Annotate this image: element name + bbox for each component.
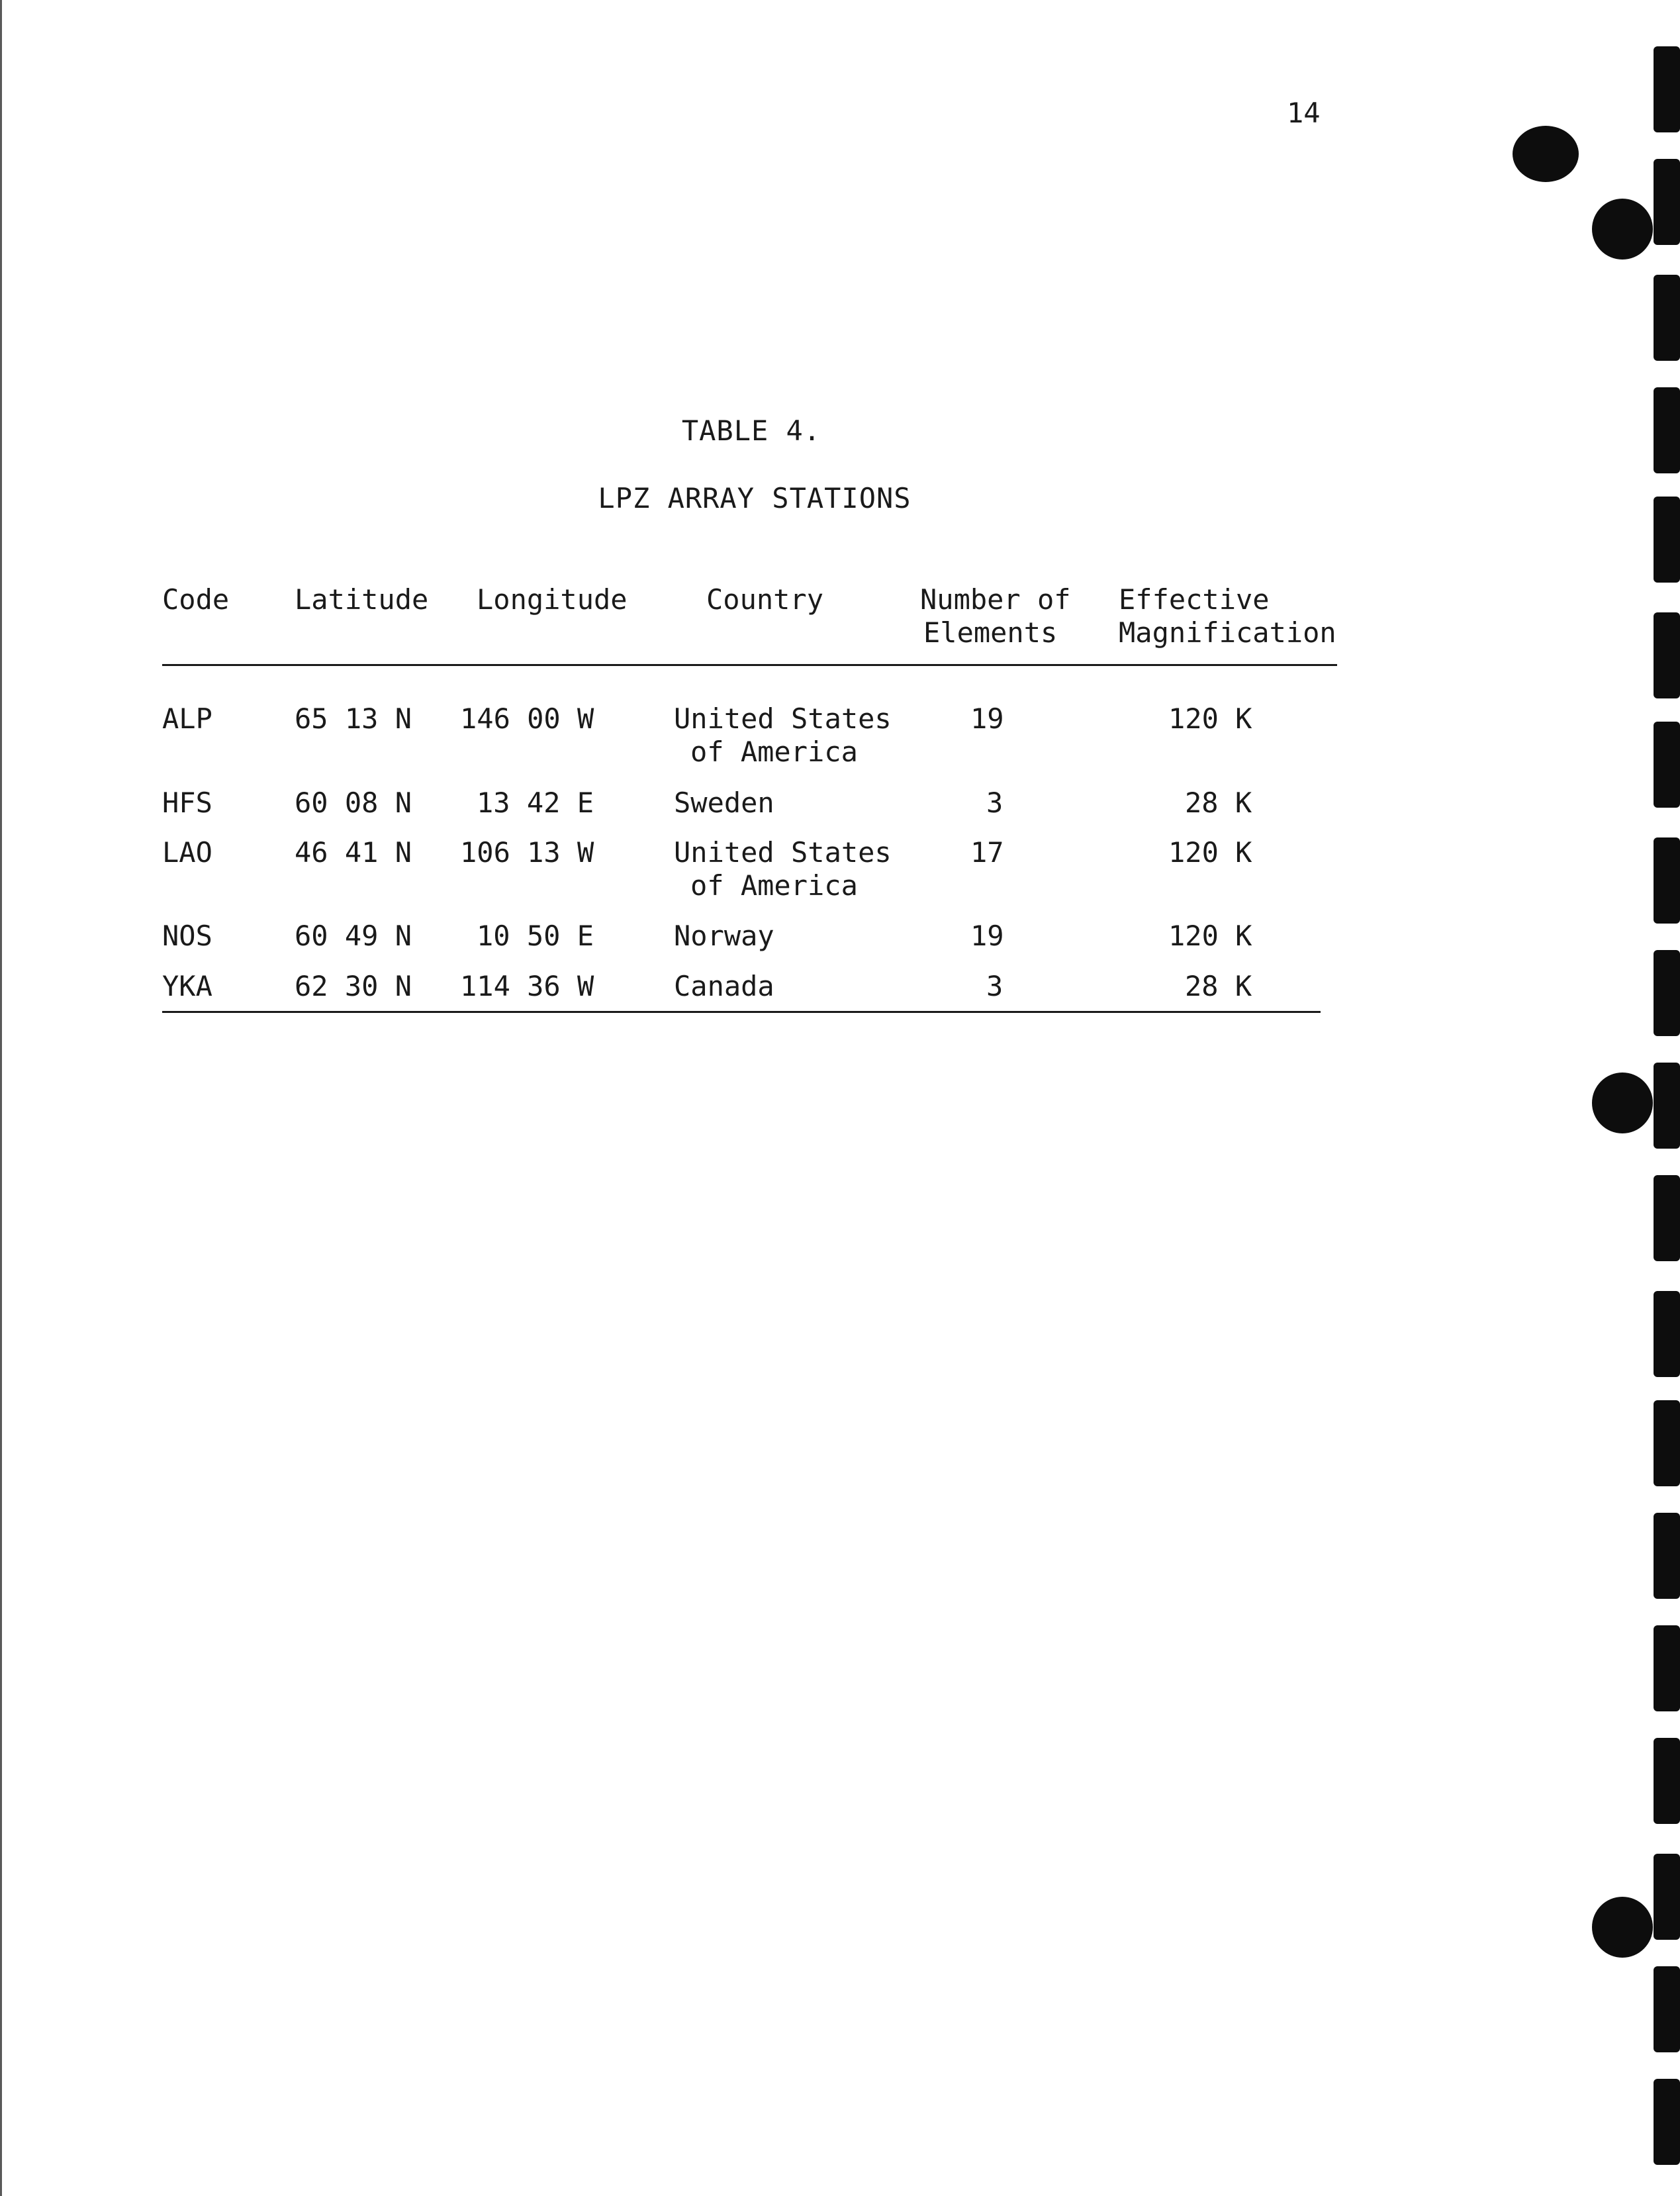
cell-code: HFS	[162, 787, 212, 819]
footer-rule	[162, 1011, 1321, 1013]
cell-longitude: 146 00 W	[460, 702, 594, 735]
cell-longitude: 114 36 W	[460, 970, 594, 1002]
cell-latitude: 46 41 N	[295, 836, 412, 869]
header-magnification-line2: Magnification	[1119, 616, 1336, 649]
binding-mark	[1654, 1625, 1680, 1711]
cell-country: Sweden	[674, 787, 774, 819]
binding-mark	[1654, 1513, 1680, 1599]
cell-longitude: 106 13 W	[460, 836, 594, 869]
binding-hole	[1592, 1897, 1653, 1958]
cell-country: Canada	[674, 970, 774, 1002]
table-title: TABLE 4.	[681, 414, 821, 447]
binding-hole	[1513, 126, 1579, 182]
header-elements-line2: Elements	[923, 616, 1058, 649]
cell-code: LAO	[162, 836, 212, 869]
cell-elements: 19	[970, 702, 1004, 735]
binding-mark	[1654, 950, 1680, 1036]
header-magnification-line1: Effective	[1119, 583, 1270, 616]
cell-code: ALP	[162, 702, 212, 735]
cell-longitude: 10 50 E	[477, 920, 594, 952]
header-longitude: Longitude	[477, 583, 628, 616]
header-elements-line1: Number of	[920, 583, 1071, 616]
table-subtitle: LPZ ARRAY STATIONS	[598, 482, 911, 514]
binding-mark	[1654, 1400, 1680, 1486]
binding-mark	[1654, 497, 1680, 583]
page-number: 14	[1287, 97, 1321, 129]
binding-mark	[1654, 387, 1680, 473]
cell-latitude: 60 49 N	[295, 920, 412, 952]
cell-code: NOS	[162, 920, 212, 952]
binding-mark	[1654, 1738, 1680, 1824]
cell-elements: 3	[986, 970, 1003, 1002]
header-code: Code	[162, 583, 230, 616]
binding-mark	[1654, 612, 1680, 698]
binding-mark	[1654, 46, 1680, 132]
cell-longitude: 13 42 E	[477, 787, 594, 819]
cell-elements: 3	[986, 787, 1003, 819]
page-left-edge	[0, 0, 2, 2196]
cell-country: United States	[674, 836, 892, 869]
header-latitude: Latitude	[295, 583, 429, 616]
binding-mark	[1654, 1854, 1680, 1940]
cell-magnification: 28 K	[1185, 970, 1252, 1002]
binding-mark	[1654, 1966, 1680, 2052]
cell-country-line2: of America	[690, 736, 858, 768]
cell-latitude: 60 08 N	[295, 787, 412, 819]
binding-mark	[1654, 159, 1680, 245]
cell-country: Norway	[674, 920, 774, 952]
cell-magnification: 120 K	[1168, 702, 1252, 735]
binding-mark	[1654, 837, 1680, 924]
binding-mark	[1654, 275, 1680, 361]
header-country: Country	[706, 583, 824, 616]
cell-latitude: 62 30 N	[295, 970, 412, 1002]
cell-code: YKA	[162, 970, 212, 1002]
binding-mark	[1654, 2079, 1680, 2165]
binding-mark	[1654, 722, 1680, 808]
binding-mark	[1654, 1063, 1680, 1149]
header-rule	[162, 664, 1337, 666]
binding-hole	[1592, 1073, 1653, 1133]
cell-elements: 17	[970, 836, 1004, 869]
binding-mark	[1654, 1291, 1680, 1377]
cell-magnification: 120 K	[1168, 836, 1252, 869]
cell-magnification: 28 K	[1185, 787, 1252, 819]
cell-country-line2: of America	[690, 869, 858, 902]
binding-mark	[1654, 1175, 1680, 1261]
cell-elements: 19	[970, 920, 1004, 952]
cell-magnification: 120 K	[1168, 920, 1252, 952]
binding-hole	[1592, 199, 1653, 260]
cell-country: United States	[674, 702, 892, 735]
cell-latitude: 65 13 N	[295, 702, 412, 735]
